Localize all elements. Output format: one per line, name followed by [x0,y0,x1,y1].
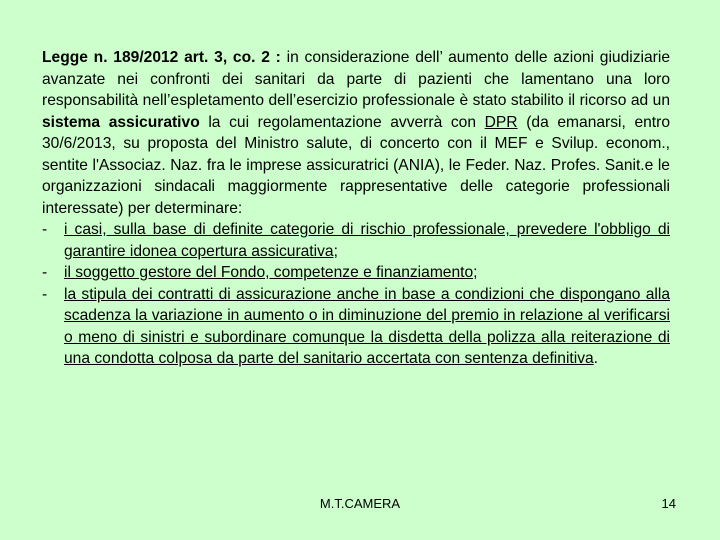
dash-bullet: - [42,264,48,281]
requirements-list [42,219,670,370]
law-reference: Legge n. 189/2012 art. 3, co. 2 : [42,49,281,66]
intro-paragraph [42,47,670,219]
footer-author: M.T.CAMERA [319,496,401,511]
intro-text-3: (da emanarsi, entro 30/6/2013, su proposta del Ministro salute, di concerto con il MEF e Svilup. econom., sentite l'Associaz. Naz. fra le imprese assicuratrici (ANIA), le Feder. Naz. Profes. Sanit.e le organizzazioni sindacali maggiormente rappresentative delle categorie professionali interessate) per determinare: [42,113,670,217]
list-item-text: la stipula dei contratti di assicurazione anche in base a condizioni che dispongano alla scadenza la variazione in aumento o in diminuzione del premio in relazione al verificarsi o meno di sinistri e subordinare comunque la disdetta della polizza alla reiterazione di una condotta colposa da parte del sanitario accertata con sentenza definitiva [64,285,670,367]
list-item [42,262,670,284]
list-item-suffix: . [593,350,599,367]
list-item [42,219,670,262]
insurance-system-term: sistema assicurativo [42,113,200,131]
list-item-text: i casi, sulla base di definite categorie di rischio professionale, prevedere l'obbligo di garantire idonea copertura assicurativa; [64,221,670,260]
intro-text-2: la cui regolamentazione avverrà con [199,113,485,131]
dash-bullet: - [42,221,48,238]
dpr-term: DPR [484,113,518,131]
dash-bullet: - [42,285,48,303]
list-item-text: il soggetto gestore del Fondo, competenze e finanziamento; [64,264,478,281]
list-item [42,284,670,370]
page-number: 14 [661,496,676,511]
slide-body [42,47,670,370]
intro-text-1: in considerazione dell’ aumento delle azioni giudiziarie avanzate nei confronti dei sanitari da parte di pazienti che lamentano una loro responsabilità nell’espletamento dell’esercizio professionale è stato stabilito il ricorso ad un [42,49,670,109]
